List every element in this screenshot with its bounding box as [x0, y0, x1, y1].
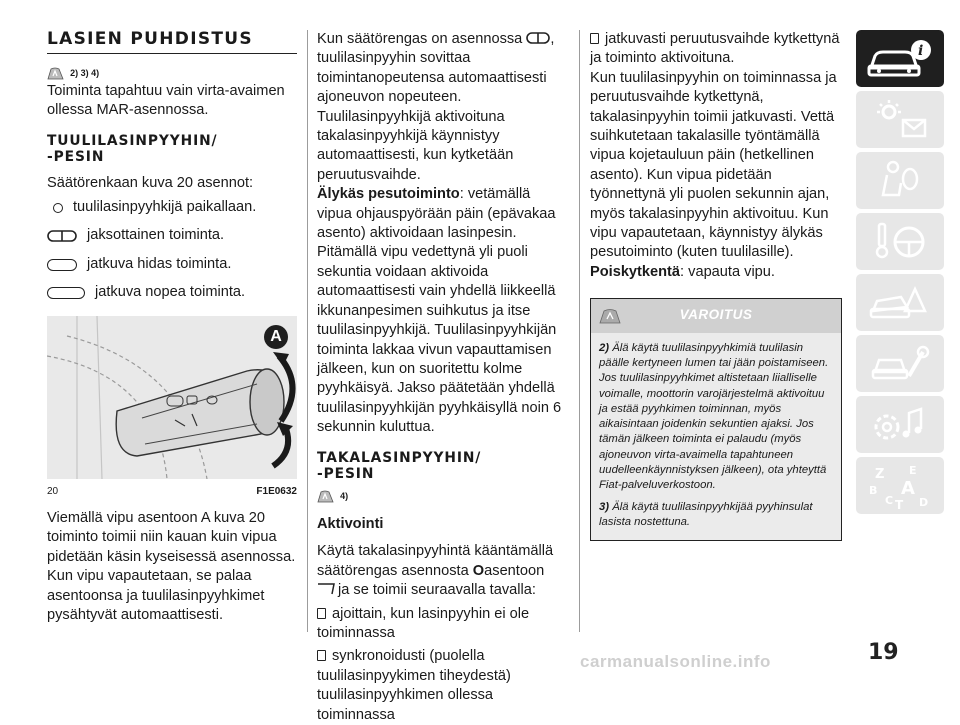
warning-ref: 4)	[340, 490, 349, 501]
car-info-icon	[865, 38, 935, 80]
warning-ref-line	[317, 487, 567, 507]
svg-text:E: E	[909, 463, 917, 477]
svg-text:Z: Z	[875, 466, 885, 482]
position-list	[47, 198, 297, 303]
svg-text:i: i	[918, 42, 924, 59]
column-right	[590, 30, 842, 541]
auto-speed-text: Kun säätörengas on asennossa , tuulilasinpyyhin sovittaa toimintanopeutensa automaattisesti ajoneuvon nopeuteen. Tuulilasinpyyhkijä aktivoituna takalasinpyyhkijä käynnistyy automaattisesti, kun kytketään peruutusvaihde.	[317, 31, 555, 183]
list-item: jatkuvasti peruutusvaihde kytkettynä ja toiminto aktivoituna.	[590, 31, 840, 67]
svg-text:D: D	[919, 495, 929, 509]
warning-header	[591, 299, 841, 332]
svg-text:C: C	[885, 493, 894, 507]
smart-wash-text: Älykäs pesutoiminto: vetämällä vipua ohjauspyörään päin (epävakaa asento) aktivoidaan lasinpesin. Pitämällä vipu vedettynä yli puoli sekuntia voidaan aktivoida automaattisesti vain yhdellä liikkeellä ikkunanpesimen suihkutus ja itse tuulilasinpyyhkijä. Tuulilasinpyyhkijän toiminta lakkaa vivun vapauttamisen jälkeen, kun on suoritettu kolme pyyhkäisyä. Jakso päätetään yhdellä tuulilasinpyyhkijän pyyhkäisyllä noin 6 sekunnin kuluttua.	[317, 186, 562, 436]
svg-text:B: B	[869, 483, 878, 497]
list-item: jatkuva nopea toiminta.	[47, 283, 297, 302]
lever-intro: Säätörenkaan kuva 20 asennot:	[47, 174, 254, 191]
list-item: ajoittain, kun lasinpyyhin ei ole toiminnassa	[317, 605, 530, 641]
tile-car-info[interactable]	[856, 30, 944, 87]
auto-position-icon	[526, 32, 550, 44]
lights-warning-icon	[865, 98, 935, 142]
after-figure-text: Viemällä vipu asentoon A kuva 20 toiminto toimii niin kauan kuin vipua pidetään käsin kyseisessä asennossa. Kun vipu vapautetaan, se palaa asentoonsa ja tuulilasinpyyhkimet pysähtyvät automaattisesti.	[47, 510, 296, 624]
activation-title: Aktivointi	[317, 515, 384, 532]
position-fast-icon	[47, 287, 85, 299]
bullet-square-icon	[317, 608, 326, 619]
tile-airbag-seat[interactable]	[856, 152, 944, 209]
column-divider	[307, 30, 308, 632]
figure-code: F1E0632	[256, 485, 297, 497]
figure-number: 20	[47, 485, 59, 497]
car-accident-icon	[865, 281, 935, 325]
warning-item: 3) Älä käytä tuulilasinpyyhkijää pyyhinsulat lasista nostettuna.	[599, 500, 813, 528]
warning-refs: 2) 3) 4)	[70, 68, 100, 79]
intro-text: Toiminta tapahtuu vain virta-avaimen ollessa MAR-asennossa.	[47, 82, 285, 119]
warning-body	[591, 333, 841, 541]
figure-wiper-lever	[47, 316, 297, 479]
position-off-icon	[53, 203, 63, 213]
svg-text:T: T	[895, 497, 904, 510]
airbag-seat-icon	[865, 159, 935, 203]
tile-lights-warning[interactable]	[856, 91, 944, 148]
tile-index-letters[interactable]	[856, 457, 944, 514]
column-divider	[579, 30, 580, 632]
section-title: LASIEN PUHDISTUS	[47, 30, 297, 54]
chapter-sidebar	[856, 30, 948, 518]
warning-item: 2) Älä käytä tuulilasinpyyhkimiä tuulilasin päälle kertyneen lumen tai jään poistamiseen. Jos tuulilasinpyyhkimet altistetaan liialliselle voimalle, moottorin varojärjestelmä aktivoituu ja estää pyyhkimen toiminnan, myös aikaisintaan joidenkin sekuntien ajaksi. Jos tämän jälkeen toiminta ei palaudu (myös ajoneuvon virta-avaimella tapahtuneen uudelleenkäynnistyksen jälkeen), ota yhteyttä Fiat-palveluverkostoon.	[599, 341, 829, 492]
key-steering-icon	[865, 220, 935, 264]
list-item: jaksottainen toiminta.	[47, 226, 297, 245]
page-number: 19	[868, 640, 899, 665]
tile-key-steering[interactable]	[856, 213, 944, 270]
wiper-lever-illustration	[47, 316, 297, 479]
column-middle	[317, 30, 567, 725]
subsection-title-wiper: TUULILASINPYYHIN/ -PESIN	[47, 132, 218, 165]
position-intermittent-icon	[47, 230, 77, 242]
warning-hand-icon	[317, 490, 334, 503]
subsection-title-rear: TAKALASINPYYHIN/ -PESIN	[317, 449, 482, 482]
list-item: synkronoidusti (puolella tuulilasinpyykimen tiheydestä) tuulilasinpyyhkimen ollessa toiminnassa	[317, 648, 511, 723]
bullet-square-icon	[590, 33, 599, 44]
list-item: tuulilasinpyyhkijä paikallaan.	[47, 198, 297, 217]
position-slow-icon	[47, 259, 77, 271]
reverse-gear-text: Kun tuulilasinpyyhin on toiminnassa ja peruutusvaihde kytkettynä, takalasinpyyhin toimii jatkuvasti. Vettä suihkutetaan takalasille työntämällä vipua kojetauluun päin (hetkellinen asento). Kun vipua pidetään työnnettynä yli puolen sekunnin ajan, myös takalasinpyyhin aktivoituu. Kun vipu vapautetaan, käynnistyy älykäs pesutoiminto (kuten tuulilasille).	[590, 69, 837, 261]
svg-text:A: A	[901, 477, 915, 499]
tile-wrench-service[interactable]	[856, 335, 944, 392]
settings-music-icon	[865, 403, 935, 447]
warning-box	[590, 298, 842, 541]
tile-settings-music[interactable]	[856, 396, 944, 453]
warning-hand-icon	[599, 308, 621, 324]
bullet-square-icon	[317, 650, 326, 661]
warning-hand-icon	[47, 67, 64, 80]
activation-text: Käytä takalasinpyyhintä kääntämällä säätörengas asennosta Oasentoon ja se toimii seuraavalla tavalla:	[317, 543, 554, 599]
list-item: jatkuva hidas toiminta.	[47, 255, 297, 274]
rear-wiper-icon	[317, 582, 335, 596]
footer-watermark[interactable]: carmanualsonline.info	[580, 652, 771, 671]
index-letters-icon	[865, 462, 935, 510]
warning-title: VAROITUS	[679, 307, 753, 323]
column-left	[47, 30, 297, 626]
figure-caption	[47, 482, 297, 501]
figure-label-a: A	[270, 327, 282, 345]
wrench-service-icon	[865, 342, 935, 386]
tile-car-accident[interactable]	[856, 274, 944, 331]
switch-off-text: Poiskytkentä: vapauta vipu.	[590, 263, 775, 280]
